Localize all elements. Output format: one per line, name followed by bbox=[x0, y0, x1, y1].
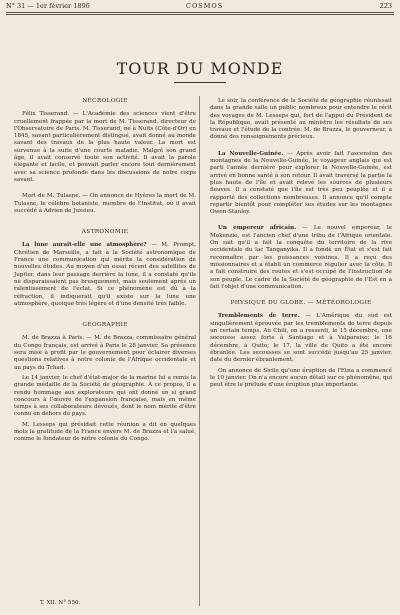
section-heading-astronomie: ASTRONOMIE bbox=[81, 229, 129, 236]
paragraph: M. de Brazza à Paris. — M. de Brazza, commissaire général du Congo français, est arrivé à Paris le 28 janvier. Sa présence sera mise à profit par le gouvernement pour éclairer diverses questions relatives à notre colonie de l'Afrique occidentale et au pays du Tchad. bbox=[14, 335, 196, 371]
paragraph: M. Lesseps qui présidait cette réunion a dit en quelques mots la gratitude de la France envers M. de Brazza et l'a salué, comme le fondateur de notre colonie du Congo. bbox=[14, 421, 196, 443]
paragraph-lead: La lune aurait-elle une atmosphère? bbox=[22, 242, 147, 249]
paragraph bbox=[14, 242, 196, 308]
paragraph: Le 14 janvier, le chef d'état-major de la marine lui a remis la grande médaille de la Société de géographie. À ce propos, il a rendu hommage aux explorateurs qui ont donné un si grand concours à l'œuvre de l'expansion française, mais en même temps à ses collaborateurs dévoués, dont le nom mérite d'être connu en dehors du pays. bbox=[14, 374, 196, 418]
column-divider bbox=[199, 96, 200, 606]
header-rule-double bbox=[6, 14, 394, 15]
page-title: TOUR DU MONDE bbox=[116, 59, 284, 78]
page-number: 223 bbox=[379, 2, 392, 10]
title-rule bbox=[174, 82, 226, 83]
paragraph-lead: Tremblements de terre. bbox=[218, 313, 300, 320]
section-heading-physique: PHYSIQUE DU GLOBE. — MÉTÉOROLOGIE bbox=[230, 300, 372, 307]
journal-name: COSMOS bbox=[186, 2, 224, 10]
paragraph: Félix Tisserand. — L'Académie des sciences vient d'être cruellement frappée par la mort de M. Tisserand, directeur de l'Observatoire de Paris. M. Tisserand, né à Nuits (Côte-d'Or) en 1845, savant particulièrement distingué, avait donné au monde savant des travaux de la plus haute valeur. La mort est survenue à la suite d'une courte maladie. Malgré son grand âge, il avait conservé toute son activité. Il avait la parole élégante et facile, et pouvait parler encore tout dernièrement avec sa science profonde dans les discussions de notre corps savant. bbox=[14, 111, 196, 183]
header-rule bbox=[6, 12, 394, 13]
paragraph-body: — M. Prompt, Chrétien de Marseille, a fait à la Société astronomique de France une communication qui mérite la considération de nouvelles études. Au moyen d'un essai récent des satellites de Jupiter, dans leur passage derrière la lune, il a constaté qu'ils ne disparaissaient pas brusquement, mais seulement après un ralentissement de l'éclat. Si ce phénomène est dû à la réfraction, il indiquerait qu'il existe sur la lune une atmosphère, quoique très légère et d'une densité très faible. bbox=[14, 242, 196, 307]
paragraph: Le soir, la conférence de la Société de géographie réunissait dans la grande salle un public nombreux pour entendre le récit des voyages de M. Lesseps qui, fort de l'appui du Président de la République, avait présenté au ministre les résultats de ses travaux et l'étude de la contrée. M. de Brazza, le gouverneur, a donné des renseignements précieux. bbox=[210, 98, 392, 141]
right-column bbox=[210, 98, 392, 392]
section-heading-necrologie: NÉCROLOGIE bbox=[82, 98, 128, 104]
paragraph: On annonce de Sicile qu'une éruption de l'Etna a commencé le 10 janvier. On n'a encore aucun détail sur ce phénomène, qui peut être le prélude d'une éruption plus importante. bbox=[210, 367, 392, 389]
volume-footnote: T. XII. N° 550. bbox=[40, 600, 81, 606]
paragraph bbox=[210, 225, 392, 291]
left-column bbox=[14, 98, 196, 447]
paragraph bbox=[210, 151, 392, 217]
section-heading-geographie: GÉOGRAPHIE bbox=[82, 322, 128, 329]
paragraph-lead: La Nouvelle-Guinée. bbox=[218, 150, 284, 157]
paragraph-body: — L'Amérique du sud est singulièrement éprouvée par les tremblements de terre depuis un certain temps. Au Chili, on a ressenti, le 15 décembre, une secousse assez forte à Santiago et à Valparaiso; le 16 décembre, à Quito; le 17, la ville de Quito a été encore ébranlée. Les secousses se sont succédé jusqu'au 25 janvier, date du dernier ébranlement. bbox=[210, 313, 392, 364]
paragraph-body: — Le nouvel empereur, le Mokenzie, est l'ancien chef d'une tribu de l'Afrique orientale. On sait qu'il a fait la conquête du territoire de la rive occidentale du lac Tanganyika. Il a fondé un État et s'est fait reconnaître par les puissances voisines. Il a reçu des missionnaires et a établi un commerce régulier avec la côte. Il a fait construire des routes et s'est occupé de l'instruction de son peuple. Le cadre de la Société de géographie de l'Est en a fait l'objet d'une communication. bbox=[210, 225, 392, 290]
issue-date: N° 31 — 1er février 1896 bbox=[6, 2, 90, 10]
paragraph-lead: Un empereur africain. bbox=[218, 225, 297, 232]
paragraph bbox=[210, 313, 392, 364]
paragraph-body: — Après avoir fait l'ascension des montagnes de la Nouvelle-Guinée, le voyageur anglais qui est parti l'année dernière pour explorer la Nouvelle-Guinée, est arrivé en bonne santé à son retour. Il avait traversé la partie la plus haute de l'île et avait relevé les sources de plusieurs fleuves. Il a constaté que l'île est très peu peuplée et il a rapporté des collections nombreuses. Il annonce qu'il compte repartir bientôt pour compléter ses études sur les montagnes Owen-Stanley. bbox=[210, 150, 392, 216]
paragraph: Mort de M. Tulasne. — On annonce de Hyères la mort de M. Tulasne, le célèbre botaniste, membre de l'Institut, où il avait succédé à Adrien de Jussieu. bbox=[14, 193, 196, 214]
